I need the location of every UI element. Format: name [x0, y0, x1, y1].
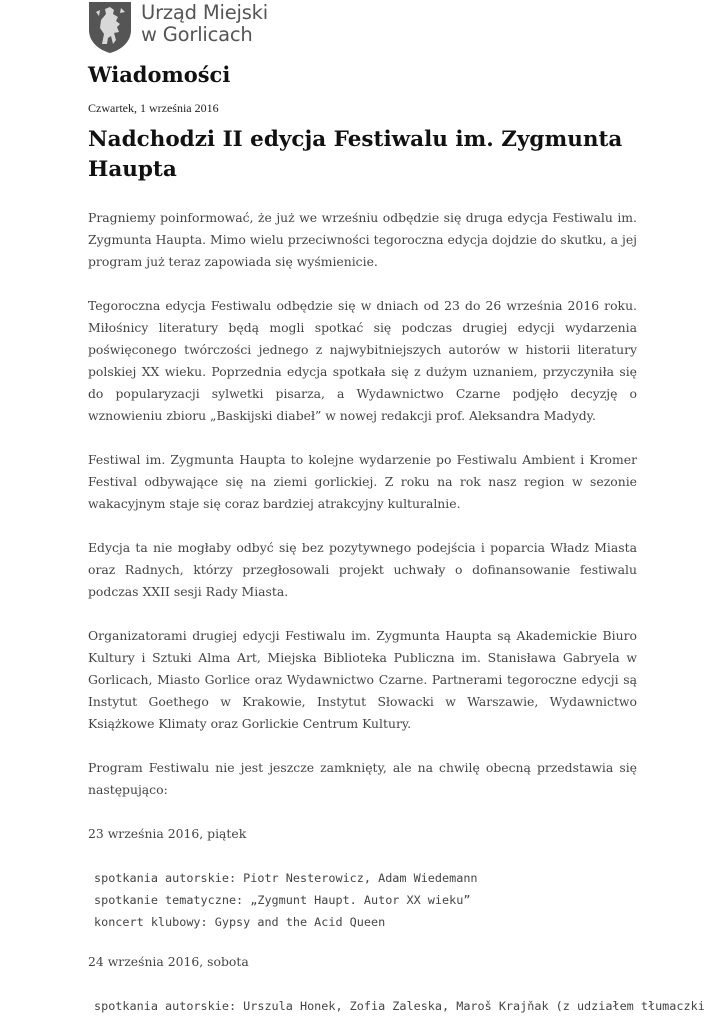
section-title: Wiadomości [88, 62, 231, 87]
program-item: spotkania autorskie: Piotr Nesterowicz, Adam Wiedemann [94, 871, 478, 885]
paragraph: Pragniemy poinformować, że już we wrześniu odbędzie się druga edycja Festiwalu im. Zygmunta Haupta. Mimo wielu przeciwności tegoroczna edycja dojdzie do skutku, a jej program już teraz zapowiada się wyśmienicie. [88, 210, 637, 269]
article-body [88, 207, 705, 1035]
program-item: spotkania autorskie: Urszula Honek, Zofia Zaleska, Maroš Krajňak (z udziałem tłumaczki [94, 999, 705, 1013]
paragraph: Tegoroczna edycja Festiwalu odbędzie się w dniach od 23 do 26 września 2016 roku. Miłośnicy literatury będą mogli spotkać się podczas drugiej edycji wydarzenia poświęconego twórczości jednego z najwybitniejszych autorów w historii literatury polskiej XX wieku. Poprzednia edycja spotkała się z dużym uznaniem, przyczyniła się do popularyzacji sylwetki pisarza, a Wydawnictwo Czarne podjęło decyzję o wznowieniu zbioru „Baskijski diabeł” w nowej redakcji prof. Aleksandra Madydy. [88, 298, 637, 423]
article-title: Nadchodzi II edycja Festiwalu im. Zygmunta Haupta [88, 127, 623, 182]
program-item: koncert klubowy: Gypsy and the Acid Queen [94, 915, 386, 929]
paragraph: Festiwal im. Zygmunta Haupta to kolejne wydarzenie po Festiwalu Ambient i Kromer Festival odbywające się na ziemi gorlickiej. Z roku na rok nasz region w sezonie wakacyjnym staje się coraz bardziej atrakcyjny kulturalnie. [88, 452, 637, 511]
paragraph: Organizatorami drugiej edycji Festiwalu im. Zygmunta Haupta są Akademickie Biuro Kultury i Sztuki Alma Art, Miejska Biblioteka Publiczna im. Stanisława Gabryela w Gorlicach, Miasto Gorlice oraz Wydawnictwo Czarne. Partnerami tegoroczne edycji są Instytut Goethego w Krakowie, Instytut Słowacki w Warszawie, Wydawnictwo Książkowe Klimaty oraz Gorlickie Centrum Kultury. [88, 628, 637, 731]
program-item: spotkanie tematyczne: „Zygmunt Haupt. Autor XX wieku” [94, 893, 471, 907]
paragraph: Program Festiwalu nie jest jeszcze zamknięty, ale na chwilę obecną przedstawia się następująco: [88, 760, 637, 797]
program-day-list [88, 867, 637, 933]
org-name[interactable] [141, 2, 268, 46]
org-name-line-1: Urząd Miejski [141, 1, 268, 24]
site-header [87, 0, 268, 56]
paragraph: Edycja ta nie mogłaby odbyć się bez pozytywnego podejścia i poparcia Władz Miasta oraz Radnych, którzy przegłosowali projekt uchwały o dofinansowanie festiwalu podczas XXII sesji Rady Miasta. [88, 540, 637, 599]
org-name-line-2: w Gorlicach [141, 23, 253, 46]
program-day-heading: 24 września 2016, sobota [88, 954, 249, 969]
program-day-list [88, 995, 705, 1017]
city-crest-icon[interactable] [87, 0, 133, 54]
program-day-heading: 23 września 2016, piątek [88, 826, 247, 841]
article-date: Czwartek, 1 września 2016 [88, 101, 219, 115]
